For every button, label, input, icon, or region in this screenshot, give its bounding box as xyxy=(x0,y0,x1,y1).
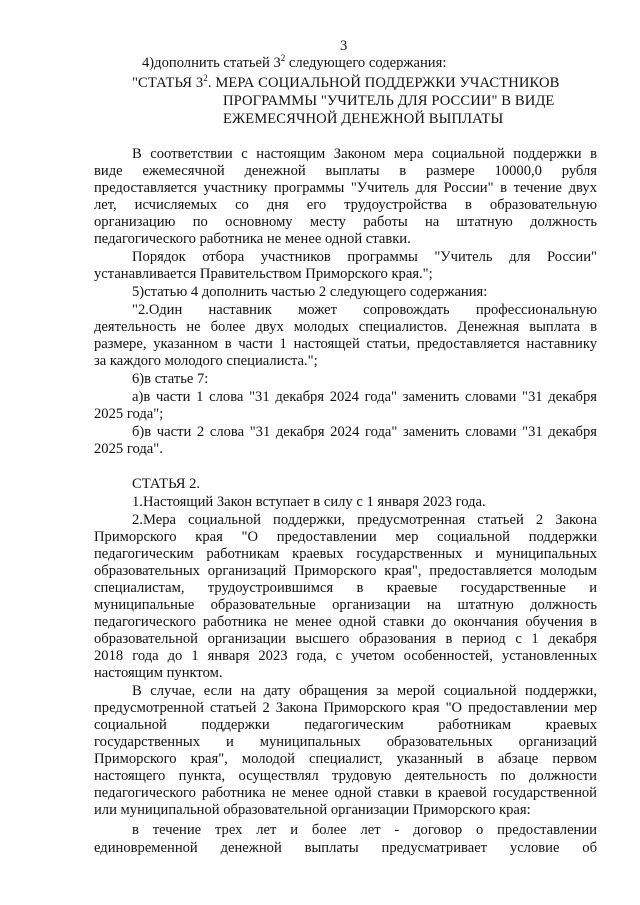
item-4-sup: 2 xyxy=(280,53,286,64)
item-6a-line: 2025 года"; xyxy=(94,406,164,422)
art2-p3-line: предусмотренной статьей 2 Закона Приморского края "О предоставлении мер xyxy=(94,700,597,716)
item-6b-line: б)в части 2 слова "31 декабря 2024 года" заменить словами "31 декабря xyxy=(132,424,597,440)
art2-p2-line: 2018 года до 1 января 2023 года, с учетом особенностей, установленных xyxy=(94,648,597,664)
article-heading-text-1: . МЕРА СОЦИАЛЬНОЙ ПОДДЕРЖКИ УЧАСТНИКОВ xyxy=(207,75,560,91)
para1-line: педагогического работника не менее одной ставки. xyxy=(94,231,411,247)
article-2-title: СТАТЬЯ 2. xyxy=(132,476,201,492)
item-4 xyxy=(142,55,446,72)
art2-p3-line: настоящего пункта, осуществлял трудовую деятельность по должности xyxy=(94,768,597,784)
art2-p2-line: педагогическим работникам краевых государственных и муниципальных xyxy=(94,546,597,562)
art2-p2-line: образовательной организации высшего образования в период с 1 декабря xyxy=(94,631,597,647)
para2-line: Порядок отбора участников программы "Учитель для России" xyxy=(132,249,597,265)
item-4-tail: следующего содержания: xyxy=(285,55,447,71)
para2-line: устанавливается Правительством Приморского края."; xyxy=(94,266,433,282)
art2-p4-line: в течение трех лет и более лет - договор о предоставлении xyxy=(132,822,597,838)
para3-line: "2.Один наставник может сопровождать профессиональную xyxy=(132,302,597,318)
item-6b-line: 2025 года". xyxy=(94,441,163,457)
para1-line: В соответствии с настоящим Законом мера социальной поддержки в xyxy=(132,146,597,162)
para3-line: за каждого молодого специалиста."; xyxy=(94,353,318,369)
para1-line: лет, исчисляемых со дня его трудоустройства в образовательную xyxy=(94,197,597,213)
art2-p3-line: Приморского края", молодой специалист, указанный в абзаце первом xyxy=(94,751,597,767)
article-heading-line-2: ПРОГРАММЫ "УЧИТЕЛЬ ДЛЯ РОССИИ" В ВИДЕ xyxy=(223,93,555,109)
art2-p3-line: педагогического работника не менее одной ставки в краевой государственной xyxy=(94,785,597,801)
article-heading-line-3: ЕЖЕМЕСЯЧНОЙ ДЕНЕЖНОЙ ВЫПЛАТЫ xyxy=(223,111,504,127)
art2-p3-line: или муниципальной образовательной организации Приморского края: xyxy=(94,802,531,818)
art2-p2-line: настоящим пунктом. xyxy=(94,665,223,681)
para3-line: деятельность не более двух молодых специалистов. Денежная выплата в xyxy=(94,319,597,335)
page-number: 3 xyxy=(340,38,348,54)
art2-p2-line: Приморского края "О предоставлении мер социальной поддержки xyxy=(94,529,597,545)
item-6a-line: а)в части 1 слова "31 декабря 2024 года" заменить словами "31 декабря xyxy=(132,389,597,405)
item-5: 5)статью 4 дополнить частью 2 следующего содержания: xyxy=(132,284,488,300)
art2-p2-line: 2.Мера социальной поддержки, предусмотренная статьей 2 Закона xyxy=(132,512,597,528)
art2-p2-line: специалистам, трудоустроившимся в краевые государственные и xyxy=(94,580,597,596)
art2-p4-line: единовременной денежной выплаты предусматривает условие об xyxy=(94,840,597,856)
art2-p2-line: педагогического работника не менее одной ставки до окончания обучения в xyxy=(94,614,597,630)
art2-p3-line: В случае, если на дату обращения за мерой социальной поддержки, xyxy=(132,683,597,699)
article-heading-prefix: "СТАТЬЯ 3 xyxy=(132,75,204,91)
art2-p1: 1.Настоящий Закон вступает в силу с 1 января 2023 года. xyxy=(132,494,486,510)
art2-p2-line: образовательных организаций Приморского края", предоставляется молодым xyxy=(94,563,597,579)
para1-line: предоставляется участнику программы "Учитель для России" в течение двух xyxy=(94,180,597,196)
article-heading-line-1 xyxy=(132,75,559,92)
item-4-text: 4)дополнить статьей 3 xyxy=(142,55,281,71)
art2-p2-line: муниципальные образовательные организации на штатную должность xyxy=(94,597,597,613)
article-heading-sup: 2 xyxy=(203,73,208,84)
para1-line: организацию по основному месту работы на штатную должность xyxy=(94,214,597,230)
para1-line: виде ежемесячной денежной выплаты в размере 10000,0 рубля xyxy=(94,163,597,179)
art2-p3-line: социальной поддержки педагогическим работникам краевых xyxy=(94,717,597,733)
item-6: 6)в статье 7: xyxy=(132,371,209,387)
para3-line: размере, указанном в части 1 настоящей статьи, предоставляется наставнику xyxy=(94,336,597,352)
art2-p3-line: государственных и муниципальных образовательных организаций xyxy=(94,734,597,750)
